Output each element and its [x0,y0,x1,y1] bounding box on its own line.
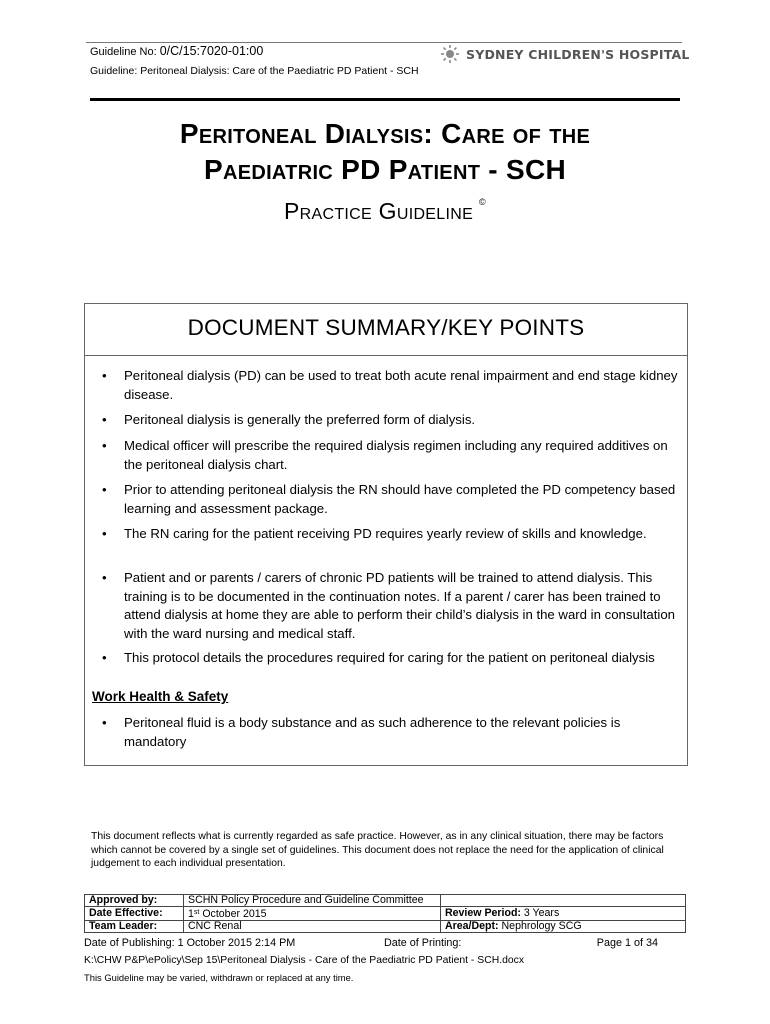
bullet: • [102,650,107,665]
header-thick-rule [90,98,680,101]
approved-by-label: Approved by: [85,895,184,907]
document-subtitle [90,197,680,225]
key-point-text: Prior to attending peritoneal dialysis the RN should have completed the PD competency based learning and assessment package. [124,482,676,516]
date-effective-value [184,907,441,921]
sun-logo-icon [440,44,460,64]
document-title [90,116,680,188]
area-dept [441,921,686,933]
title-line-2: Paediatric PD Patient - SCH [203,154,567,185]
key-point-text: This protocol details the procedures required for caring for the patient on peritoneal dialysis [124,650,655,665]
guideline-number-value: 0/C/15:7020-01:00 [159,44,264,58]
table-row [85,907,686,921]
bullet: • [102,570,107,585]
date-effective-rest: October 2015 [202,908,267,920]
approval-table [84,894,686,933]
title-line-1: Peritoneal Dialysis: Care of the [179,118,591,149]
review-period [441,907,686,921]
bullet: • [102,438,107,453]
key-point-text: Patient and or parents / carers of chronic PD patients will be trained to attend dialysis. This training is to be documented in the continuation notes. If a parent / carer has been trained to attend dialysis at home they are able to perform their child’s dialysis in the ward in consultation with the ward nursing and medical staff. [124,570,675,641]
empty-cell [441,895,686,907]
file-path: K:\CHW P&P\ePolicy\Sep 15\Peritoneal Dialysis - Care of the Paediatric PD Patient - SCH.docx [84,955,525,966]
key-point-text: The RN caring for the patient receiving PD requires yearly review of skills and knowledge. [124,526,647,541]
date-printing: Date of Printing: [384,937,462,949]
page-number: Page 1 of 34 [596,937,658,949]
copyright-mark: © [479,197,486,207]
guideline-name [90,65,419,77]
key-point [92,367,684,404]
disclaimer-text: This document reflects what is currently regarded as safe practice. However, as in any clinical situation, there may be factors which cannot be covered by a single set of guidelines. This document does not replace the need for the application of clinical judgement to each individual presentation. [91,831,664,869]
whs-point [92,714,684,751]
bullet: • [102,482,107,497]
key-point [92,525,684,562]
area-dept-value: Nephrology SCG [501,920,582,932]
varied-note: This Guideline may be varied, withdrawn or replaced at any time. [84,972,354,983]
bullet: • [102,715,107,730]
review-period-value: 3 Years [523,907,560,919]
publishing-line [84,937,684,949]
guideline-name-value: Peritoneal Dialysis: Care of the Paediatric PD Patient - SCH [140,65,419,77]
date-effective-label: Date Effective: [85,907,184,921]
date-publishing: Date of Publishing: 1 October 2015 2:14 PM [84,937,296,949]
subtitle-text: Practice Guideline [284,198,474,224]
area-dept-label: Area/Dept: [445,920,499,932]
bullet: • [102,526,107,541]
date-effective-day: 1 [188,908,194,920]
whs-point-text: Peritoneal fluid is a body substance and as such adherence to the relevant policies is mandatory [124,715,621,749]
bullet: • [102,368,107,383]
key-point [92,437,684,474]
table-row [85,895,686,907]
bullet: • [102,412,107,427]
hospital-logo [440,43,690,65]
guideline-name-label: Guideline: [90,65,138,77]
summary-heading: DOCUMENT SUMMARY/KEY POINTS [187,315,585,340]
guideline-number [90,44,263,58]
team-leader-label: Team Leader: [85,921,184,933]
key-point [92,649,684,686]
team-leader-value: CNC Renal [184,921,441,933]
logo-text: SYDNEY CHILDREN'S HOSPITAL [466,46,690,62]
key-point-text: Peritoneal dialysis (PD) can be used to treat both acute renal impairment and end stage kidney disease. [124,368,678,402]
review-period-label: Review Period: [445,907,521,919]
guideline-number-label: Guideline No: [90,46,157,58]
table-row [85,921,686,933]
key-point-text: Medical officer will prescribe the required dialysis regimen including any required additives on the peritoneal dialysis chart. [124,438,668,472]
key-point [92,411,684,430]
approved-by-value: SCHN Policy Procedure and Guideline Committee [184,895,441,907]
key-point-text: Peritoneal dialysis is generally the preferred form of dialysis. [124,412,476,427]
whs-heading: Work Health & Safety [92,689,229,704]
key-point [92,481,684,518]
key-point [92,569,684,643]
date-effective-suffix: st [193,909,200,916]
